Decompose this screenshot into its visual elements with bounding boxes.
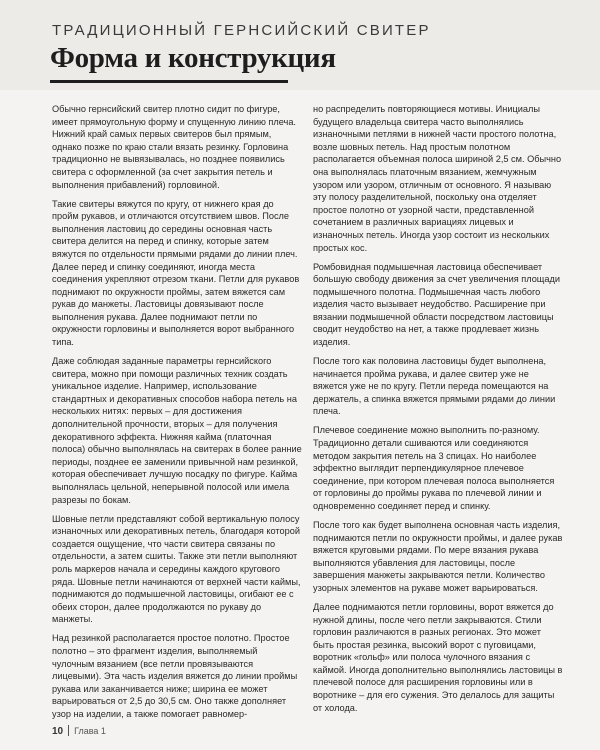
page-title: Форма и конструкция [50,42,336,74]
page-number: 10 [52,726,64,737]
paragraph: После того как половина ластовицы будет выполнена, начинается пройма рукава, и далее свитер уже не вяжется уже не по кругу. Петли переда помещаются на держатель, а спинка вяжется прямыми рядами до линии плеча. [313,356,556,417]
paragraph: Шовные петли представляют собой вертикальную полосу изнаночных или декоративных петель, благодаря которой создается ощущение, что части свитера связаны по отдельности, а затем сшиты. Также эти петли выполняют роль маркеров начала и середины каждого кругового ряда. Шовные петли начинаются от верхней части каймы, поднимаются до подмышечной ластовицы, огибают ее с обеих сторон, далее продолжаются по рукаву до манжеты. [52,513,301,625]
paragraph: Над резинкой располагается простое полотно. Простое полотно – это фрагмент изделия, выполняемый чулочным вязанием (все петли провязываются лицевыми). Эта часть изделия вяжется до линии проймы рукава или заканчивается ниже; ширина ее может варьироваться от 2,5 до 30,5 см. Оно также дополняет узор на изделии, а также помогает равномер- [52,633,298,719]
title-underline [50,80,288,83]
paragraph: Плечевое соединение можно выполнить по-разному. Традиционно детали сшиваются или соединяются методом закрытия петель на 3 спицах. Но наиболее эффектно выглядит перпендикулярное плечевое соединение, при котором плечевая полоса выполняется от горловины до проймы рукава по плечевой линии и одновременно соединяет перед и спинку. [313,425,555,511]
section-title: ТРАДИЦИОННЫЙ ГЕРНСИЙСКИЙ СВИТЕР [52,22,431,39]
paragraph: Такие свитеры вяжутся по кругу, от нижнего края до пройм рукавов, и отличаются отсутствием швов. После выполнения ластовиц до середины основная часть свитера делится на перед и спинку, которые затем вяжутся по отдельности прямыми рядами до линии плеч. Далее перед и спинку соединяют, иногда места соединения укрепляют отрезом ткани. Петли для рукавов поднимают по окружности проймы, затем вяжется сам рукав до манжеты. Ластовицы довязывают после выполнения рукава. Далее поднимают петли по окружности горловины и выполняется ворот выбранного типа. [52,198,300,348]
left-column [52,103,302,727]
paragraph: Обычно гернсийский свитер плотно сидит по фигуре, имеет прямоугольную форму и спущенную линию плеча. Нижний край самых первых свитеров был прямым, однако позже по краю стали вязать резинку. Горловина традиционно не вывязывалась, но позднее появились свитера с оформленной (за счет закрытия петель и выполнения прибавлений) горловиной. [52,104,296,190]
paragraph: После того как будет выполнена основная часть изделия, поднимаются петли по окружности проймы, и далее рукав вяжется круговыми рядами. По мере вязания рукава выполняются убавления для ластовицы, после завершения манжеты закрываются петли. Количество узорных элементов на рукаве может варьироваться. [313,519,563,593]
paragraph: Даже соблюдая заданные параметры гернсийского свитера, можно при помощи различных техник создать уникальное изделие. Например, использование стандартных и декоративных способов набора петель на нескольких нитях: первых – для достижения дополнительной прочности, вторых – для получения декоративного эффекта. Нижняя кайма (платочная полоса) обычно выполнялась на свитерах в более ранние периоды, позднее ее заменили привычной нам резинкой, которая обеспечивает лучшую посадку по фигуре. Кайма выполнялась цельной, неперывной полосой или имела разрезы по бокам. [52,356,302,505]
page-footer [52,725,106,737]
right-column [313,103,563,721]
chapter-label: Глава 1 [74,726,106,736]
paragraph: но распределить повторяющиеся мотивы. Инициалы будущего владельца свитера часто выполнялись изнаночными петлями в нижней части простого полотна, возле шовных петель. Над простым полотном располагается объемная полоса шириной 2,5 см. Обычно она выполнялась платочным вязанием, жемчужным узором или узором, отличным от основного. Я называю эту полосу разделительной, поскольку она отделяет простое полотно от узорной части, представленной сочетанием в различных вариациях лицевых и изнаночных петель. Иногда узор состоит из нескольких простых кос. [313,104,562,253]
paragraph: Далее поднимаются петли горловины, ворот вяжется до нужной длины, после чего петли закрываются. Стили горловин различаются в разных регионах. Это может быть простая резинка, высокий ворот с пуговицами, воротник «гольф» или полоса чулочного вязания с каймой. Иногда дополнительно выполнялись ластовицы в плечевой полосе для расширения горловины или в воротнике – для его сужения. Это делалось для защиты от холода. [313,601,563,713]
paragraph: Ромбовидная подмышечная ластовица обеспечивает большую свободу движения за счет увеличения площади подмышечного полотна. Подмышечная часть любого изделия часто вызывает неудобство. Расширение при вязании подмышечной области посредством ластовицы сводит неудобство на нет, а также продлевает жизнь изделия. [313,261,560,348]
footer-divider [68,725,69,736]
